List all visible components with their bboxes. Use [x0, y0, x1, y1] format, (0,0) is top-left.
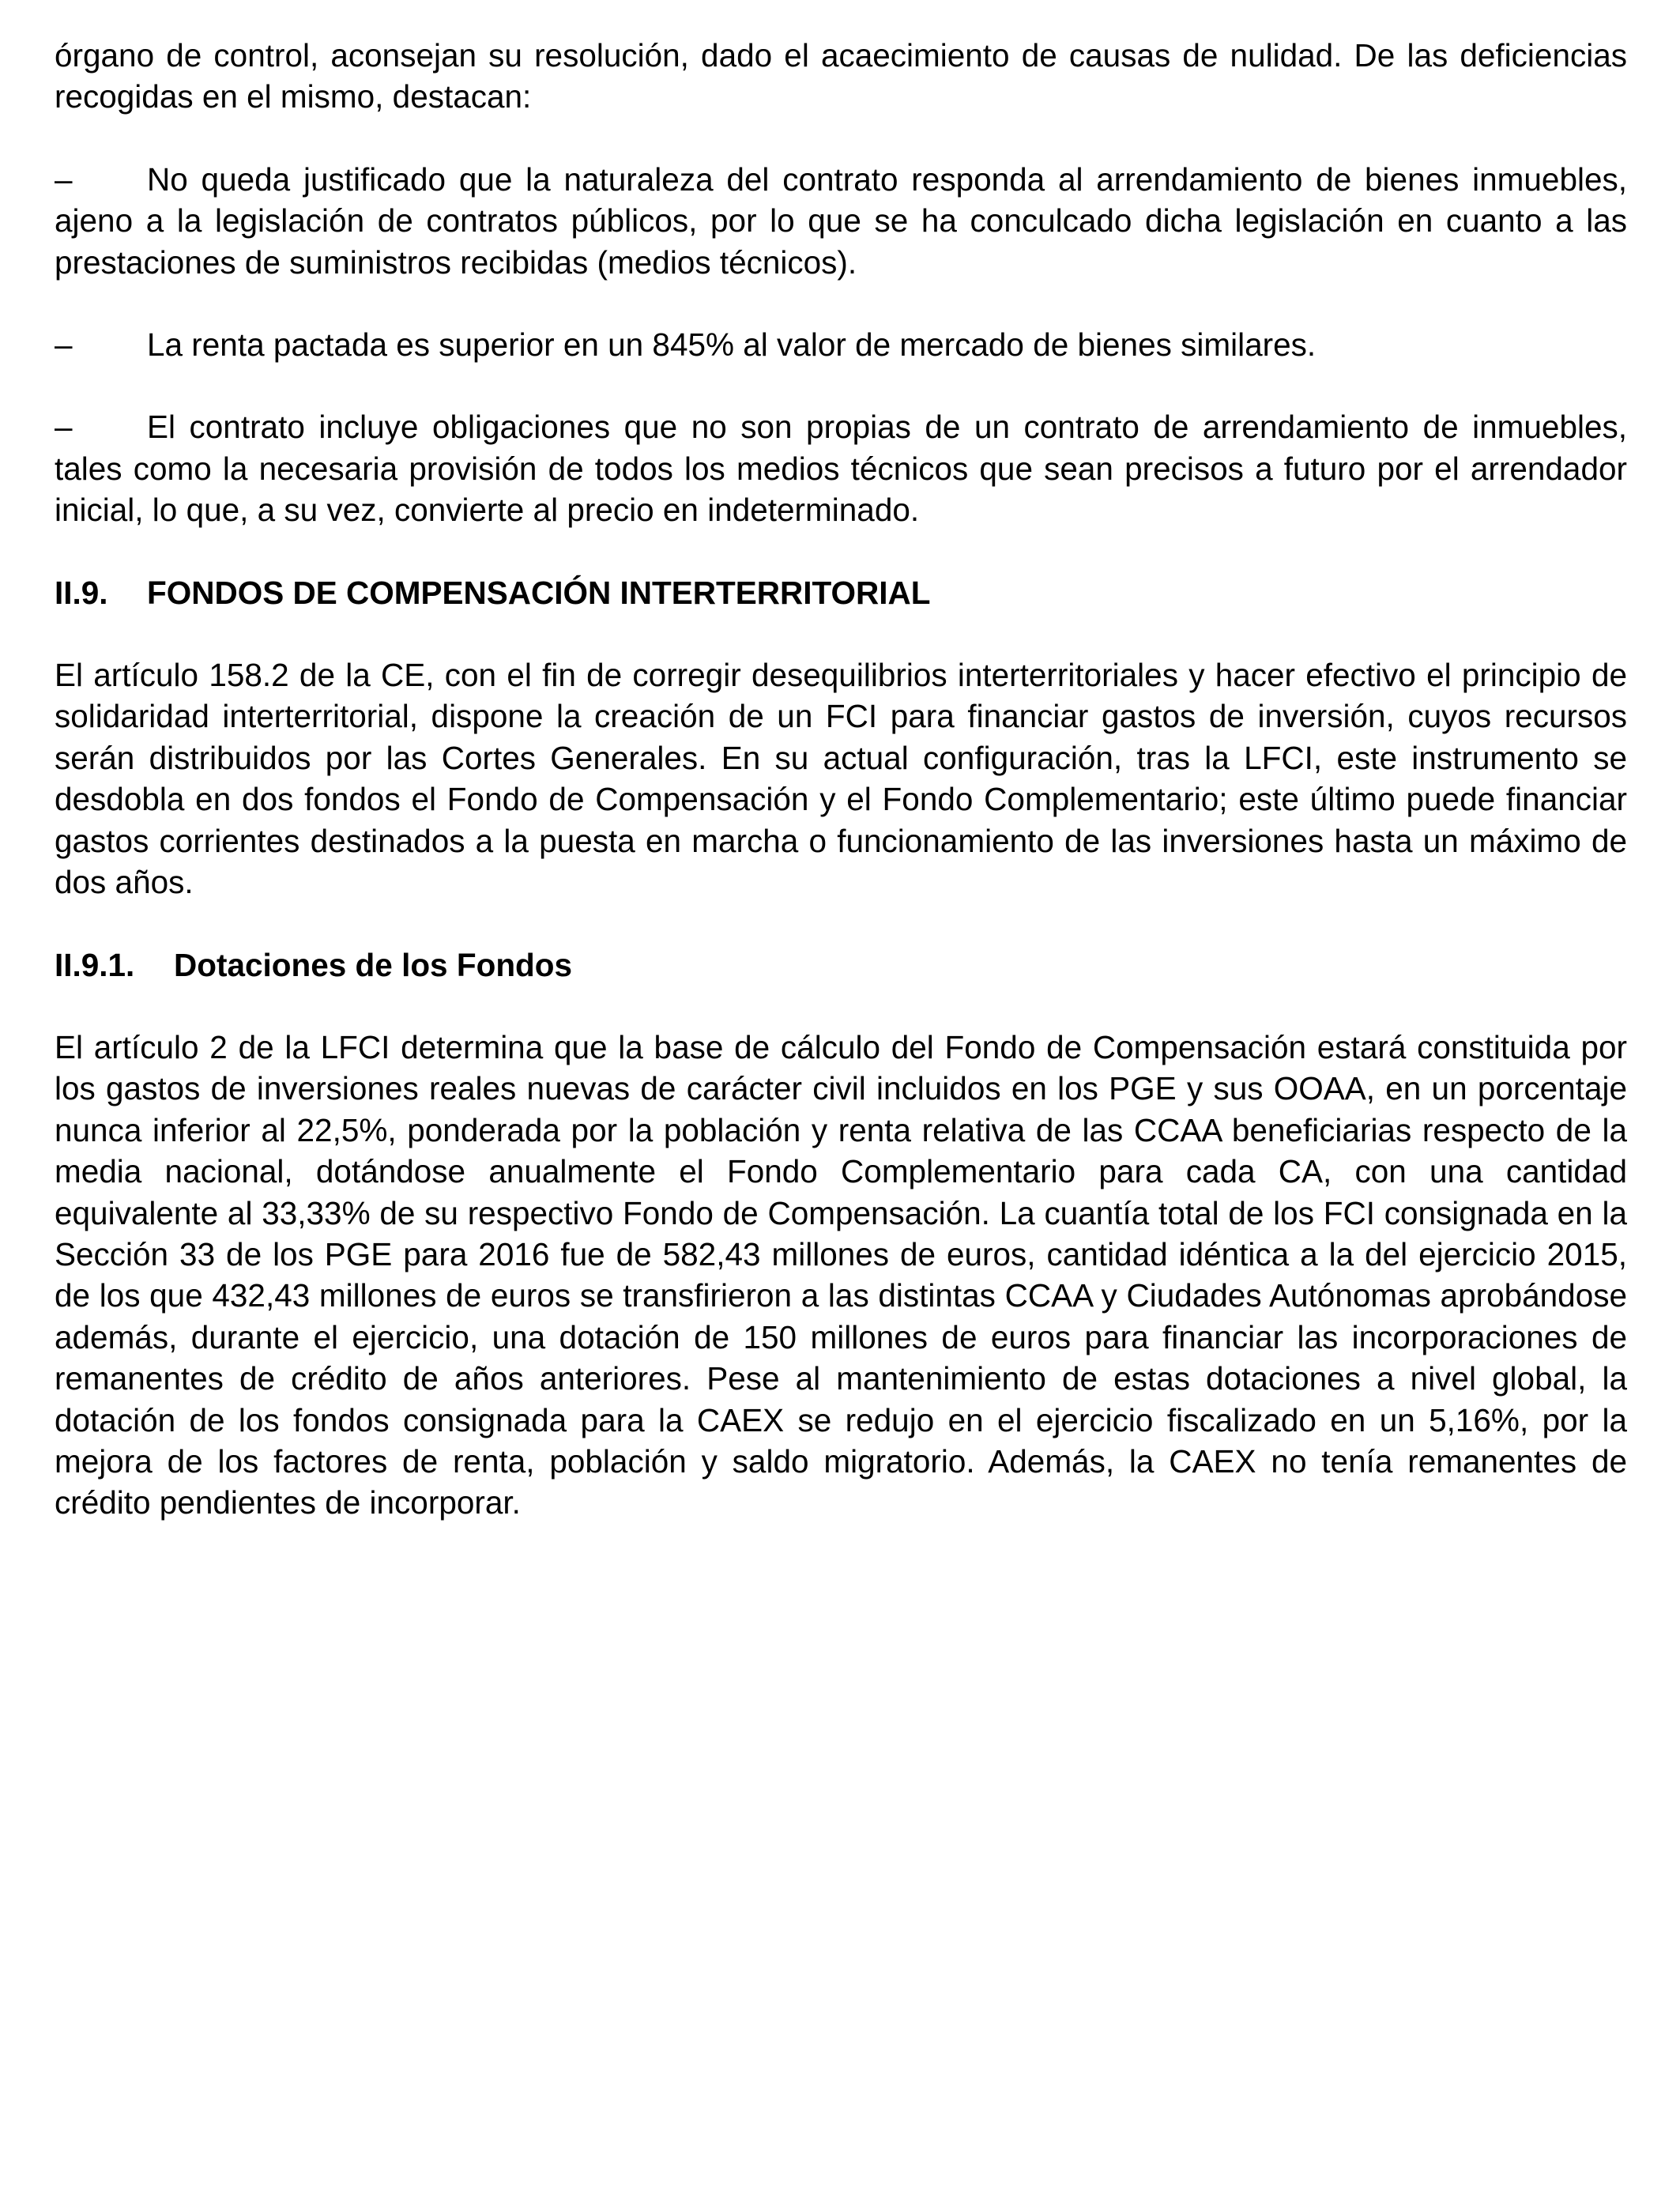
bullet-text: El contrato incluye obligaciones que no son propias de un contrato de arrendamiento de inmuebles, tales como la necesaria provisión de todos los medios técnicos que sean precisos a futuro por el arrendador inicial, lo que, a su vez, convierte al precio en indeterminado. [55, 409, 1627, 529]
intro-paragraph: órgano de control, aconsejan su resolución, dado el acaecimiento de causas de nulidad. De las deficiencias recogidas en el mismo, destacan: [55, 37, 1627, 115]
section-heading [55, 572, 1627, 613]
subsection-title: Dotaciones de los Fondos [174, 946, 573, 983]
bullet-dash: – [55, 160, 73, 198]
subsection-heading [55, 944, 1627, 986]
section-title: FONDOS DE COMPENSACIÓN INTERTERRITORIAL [147, 574, 931, 611]
bullet-item [55, 324, 1627, 365]
document-page [55, 35, 1627, 1524]
bullet-item [55, 159, 1627, 283]
bullet-item [55, 406, 1627, 530]
bullet-text: La renta pactada es superior en un 845% al valor de mercado de bienes similares. [147, 326, 1317, 364]
subsection-number: II.9.1. [55, 946, 135, 983]
bullet-dash: – [55, 409, 73, 446]
subsection-paragraph: El artículo 2 de la LFCI determina que la base de cálculo del Fondo de Compensación estará constituida por los gastos de inversiones reales nuevas de carácter civil incluidos en los PGE y sus OOAA, en un porcentaje nunca inferior al 22,5%, ponderada por la población y renta relativa de las CCAA beneficiarias respecto de la media nacional, dotándose anualmente el Fondo Complementario para cada CA, con una cantidad equivalente al 33,33% de su respectivo Fondo de Compensación. La cuantía total de los FCI consignada en la Sección 33 de los PGE para 2016 fue de 582,43 millones de euros, cantidad idéntica a la del ejercicio 2015, de los que 432,43 millones de euros se transfirieron a las distintas CCAA y Ciudades Autónomas aprobándose además, durante el ejercicio, una dotación de 150 millones de euros para financiar las incorporaciones de remanentes de crédito de años anteriores. Pese al mantenimiento de estas dotaciones a nivel global, la dotación de los fondos consignada para la CAEX se redujo en el ejercicio fiscalizado en un 5,16%, por la mejora de los factores de renta, población y saldo migratorio. Además, la CAEX no tenía remanentes de crédito pendientes de incorporar. [55, 1028, 1627, 1521]
section-number: II.9. [55, 574, 108, 611]
bullet-text: No queda justificado que la naturaleza del contrato responda al arrendamiento de bienes inmuebles, ajeno a la legislación de contratos públicos, por lo que se ha conculcado dicha legislación en cuanto a las prestaciones de suministros recibidas (medios técnicos). [55, 160, 1627, 281]
bullet-dash: – [55, 326, 73, 364]
section-paragraph: El artículo 158.2 de la CE, con el fin de corregir desequilibrios interterritoriales y hacer efectivo el principio de solidaridad interterritorial, dispone la creación de un FCI para financiar gastos de inversión, cuyos recursos serán distribuidos por las Cortes Generales. En su actual configuración, tras la LFCI, este instrumento se desdobla en dos fondos el Fondo de Compensación y el Fondo Complementario; este último puede financiar gastos corrientes destinados a la puesta en marcha o funcionamiento de las inversiones hasta un máximo de dos años. [55, 657, 1627, 901]
